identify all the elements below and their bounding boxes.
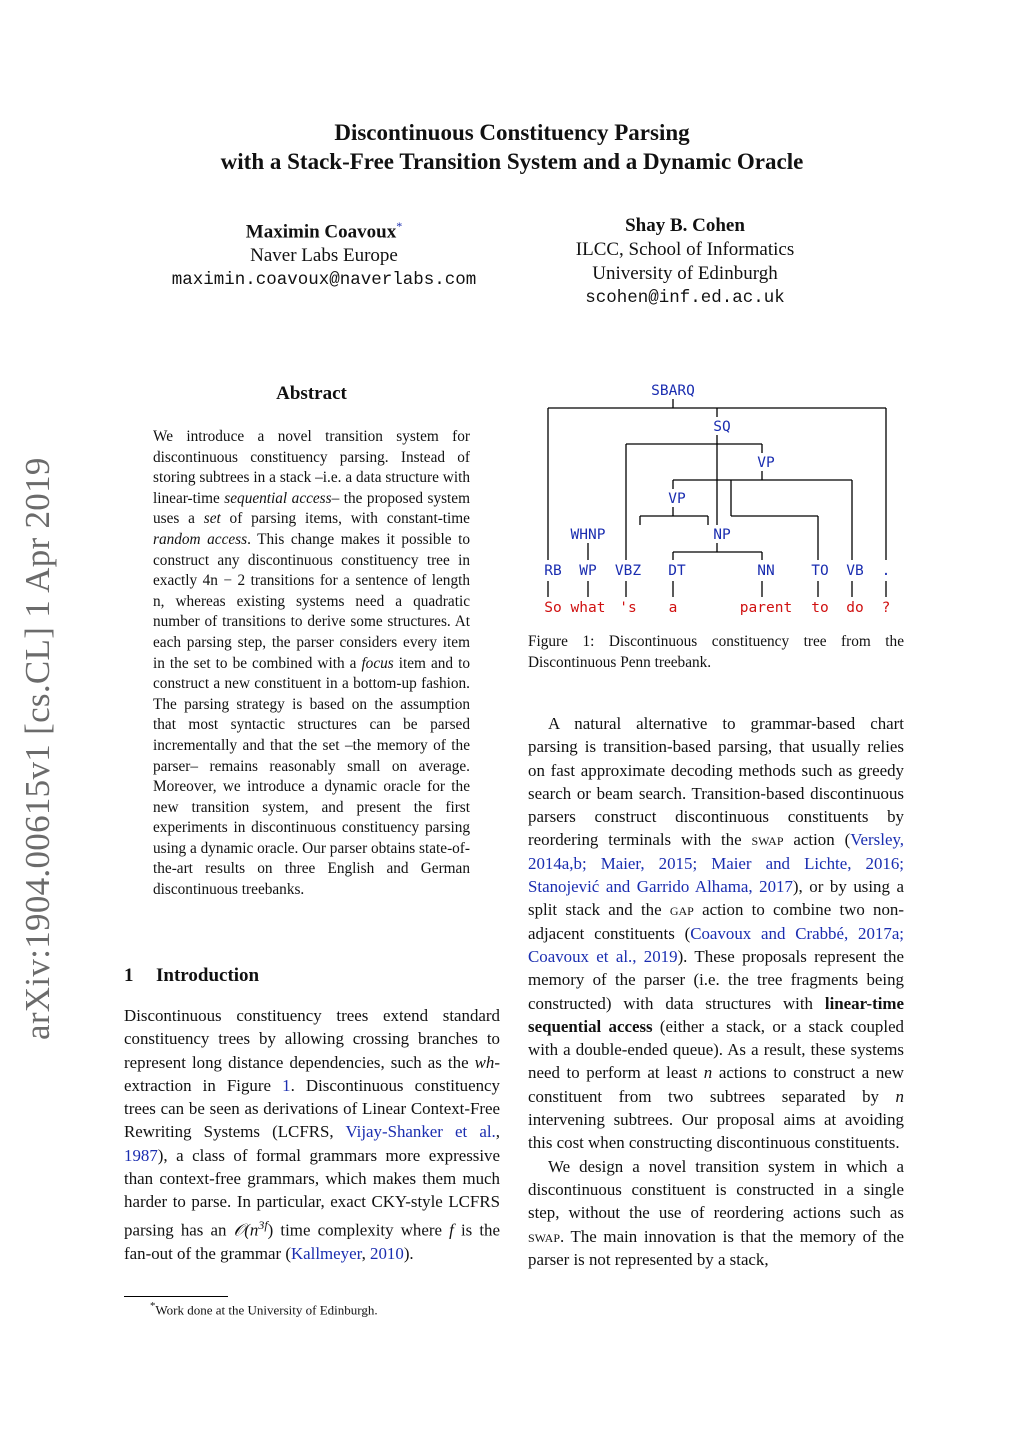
- math-span: 𝒪(n: [233, 1220, 259, 1240]
- text-span: ) time complexity where: [267, 1220, 450, 1240]
- text-span: . The main innovation is that the memory of the parser is not represented by a stack,: [528, 1226, 904, 1269]
- word: parent: [739, 600, 793, 616]
- text-span: -extraction in Figure: [124, 1052, 500, 1095]
- intro-paragraph: [124, 1004, 500, 1265]
- text-span: We design a novel transition system in which a discontinuous constituent is constructed in a single step, without the use of reordering actions such as: [528, 1156, 904, 1223]
- text-span: ). These proposals represent the memory of the parser (i.e. the tree fragments being constructed) with data structures with: [528, 946, 904, 1013]
- text-span: intervening subtrees. Our proposal aims at avoiding this cost when constructing discontinuous constituents.: [528, 1110, 904, 1153]
- text-span: (either a stack, or a stack coupled with a double-ended queue). As a result, these systems need to perform at least: [528, 1016, 905, 1083]
- node-whnp: WHNP: [570, 527, 606, 543]
- footnote-mark[interactable]: *: [396, 219, 403, 233]
- word: 's: [619, 600, 637, 616]
- word: do: [846, 600, 864, 616]
- word-row: [544, 600, 890, 616]
- footnote-mark: *: [150, 1300, 156, 1312]
- author-block-2: [535, 214, 835, 310]
- author-affiliation: ILCC, School of Informatics: [575, 239, 795, 260]
- node-np: NP: [713, 527, 731, 543]
- author-affiliation: Naver Labs Europe: [250, 245, 398, 267]
- math-italic: n: [703, 1063, 713, 1083]
- abstract-span: – the proposed system uses a: [153, 489, 470, 528]
- word: to: [811, 600, 829, 616]
- abstract-italic: random access: [153, 530, 248, 548]
- pos-tag: RB: [544, 563, 562, 579]
- pos-tag: VBZ: [614, 563, 642, 579]
- math-italic: f: [449, 1220, 454, 1240]
- author-affiliation-2: University of Edinburgh: [592, 263, 778, 284]
- text-span: ,: [495, 1122, 501, 1142]
- node-sq: SQ: [713, 419, 731, 435]
- section-title: Introduction: [156, 965, 260, 986]
- bold-term: linear-time sequential access: [528, 993, 904, 1036]
- footnote: [150, 1300, 378, 1318]
- text-span: ).: [403, 1243, 414, 1263]
- node-vp-upper: VP: [757, 455, 775, 471]
- author-name: Maximin Coavoux: [245, 221, 397, 243]
- small-caps-term: swap: [528, 1226, 561, 1246]
- footnote-text: Work done at the University of Edinburgh.: [155, 1302, 378, 1318]
- text-italic: wh: [474, 1052, 495, 1072]
- text-span: ), a class of formal grammars more expressive than context-free grammars, which makes them much harder to parse. In particular, exact CKY-style LCFRS parsing has an: [124, 1145, 500, 1240]
- word: a: [668, 600, 678, 616]
- word: ?: [881, 600, 891, 616]
- pos-tag: TO: [811, 563, 829, 579]
- paper-title: [0, 118, 1024, 176]
- text-span: Discontinuous constituency trees extend standard constituency trees by allowing crossing branches to represent long distance dependencies, such as the: [124, 1006, 500, 1072]
- section-number: 1: [124, 965, 134, 986]
- citation-link[interactable]: Versley, 2014a,b; Maier, 2015; Maier and Lichte, 2016; Stanojević and Garrido Alhama, 2017: [528, 830, 905, 897]
- citation-link[interactable]: Vijay-Shanker et al.: [345, 1122, 496, 1142]
- abstract-text: [153, 427, 470, 901]
- text-span: A natural alternative to grammar-based chart parsing is transition-based parsing, that usually relies on fast approximate decoding methods such as greedy search or beam search. Transition-based discontinuous parsers construct discontinuous constituents by reordering terminals with the: [528, 714, 904, 850]
- node-vp-lower: VP: [668, 491, 686, 507]
- pos-tag: .: [881, 563, 891, 579]
- pos-tag: VB: [846, 563, 864, 579]
- pos-row: [544, 563, 890, 579]
- math-italic: n: [895, 1086, 904, 1106]
- section-heading-introduction: [124, 965, 500, 987]
- abstract-italic: focus: [361, 654, 394, 672]
- abstract-span: We introduce a novel transition system for discontinuous constituency parsing. Instead of storing subtrees in a stack –i.e. a data structure with linear-time: [153, 428, 470, 507]
- text-span: is the fan-out of the grammar (: [124, 1220, 500, 1263]
- text-span: ), or by using a split stack and the: [528, 877, 904, 920]
- abstract-heading: Abstract: [276, 383, 347, 404]
- right-column-text: [528, 712, 904, 1271]
- small-caps-term: gap: [669, 900, 694, 920]
- abstract-span: of parsing items, with constant-time: [220, 510, 470, 528]
- text-span: actions to construct a new constituent from two subtrees separated by: [528, 1063, 904, 1106]
- footnote-rule: [124, 1296, 228, 1297]
- paragraph: [528, 712, 904, 1155]
- abstract-italic: sequential access: [224, 489, 332, 507]
- figure-1-caption: Figure 1: Discontinuous constituency tree from the Discontinuous Penn treebank.: [528, 633, 904, 671]
- arxiv-sidebar: arXiv:1904.00615v1 [cs.CL] 1 Apr 2019: [18, 457, 57, 1040]
- citation-link[interactable]: Kallmeyer: [290, 1243, 362, 1263]
- pos-tag: WP: [579, 563, 597, 579]
- node-sbarq: SBARQ: [651, 383, 695, 399]
- text-span: action (: [783, 830, 851, 850]
- author-name: Shay B. Cohen: [625, 215, 745, 236]
- title-line-2: with a Stack-Free Transition System and a Dynamic Oracle: [220, 149, 804, 174]
- abstract-span: . This change makes it possible to construct any discontinuous constituency tree in exactly 4n − 2 transitions for a sentence of length n, whereas existing systems need a quadratic number of transitions to derive some structures. At each parsing step, the parser considers every item in the set to be combined with a: [153, 530, 470, 672]
- abstract-span: item and to construct a new constituent in a bottom-up fashion. The parsing strategy is based on the assumption that most syntactic structures can be parsed incrementally and that the set –the memory of the parser– remains reasonably small on average. Moreover, we introduce a dynamic oracle for the new transition system, and present the first experiments in discontinuous constituency parsing using a dynamic oracle. Our parser obtains state-of-the-art results on three English and German discontinuous treebanks.: [153, 654, 470, 899]
- citation-link[interactable]: Coavoux and Crabbé, 2017a; Coavoux et al., 2019: [528, 923, 905, 966]
- figure-ref-link[interactable]: 1: [282, 1075, 291, 1095]
- small-caps-term: swap: [751, 830, 784, 850]
- abstract-italic: set: [203, 510, 221, 528]
- pos-tag: NN: [757, 563, 775, 579]
- citation-year-link[interactable]: 1987: [124, 1145, 158, 1165]
- word: So: [544, 600, 562, 616]
- figure-1-tree: [528, 375, 904, 625]
- author-email[interactable]: scohen@inf.ed.ac.uk: [585, 288, 785, 308]
- citation-year-link[interactable]: 2010: [370, 1243, 404, 1263]
- text-span: action to combine two non-adjacent constituents (: [528, 900, 904, 943]
- author-block-1: [124, 214, 524, 292]
- paragraph: [528, 1155, 904, 1271]
- math-sup: 3f: [258, 1217, 268, 1232]
- text-span: ,: [361, 1243, 371, 1263]
- word: what: [570, 600, 606, 616]
- text-span: . Discontinuous constituency trees can be seen as derivations of Linear Context-Free Rewriting Systems (LCFRS,: [124, 1075, 500, 1142]
- title-line-1: Discontinuous Constituency Parsing: [334, 120, 690, 145]
- pos-tag: DT: [668, 563, 686, 579]
- author-email[interactable]: maximin.coavoux@naverlabs.com: [171, 270, 477, 291]
